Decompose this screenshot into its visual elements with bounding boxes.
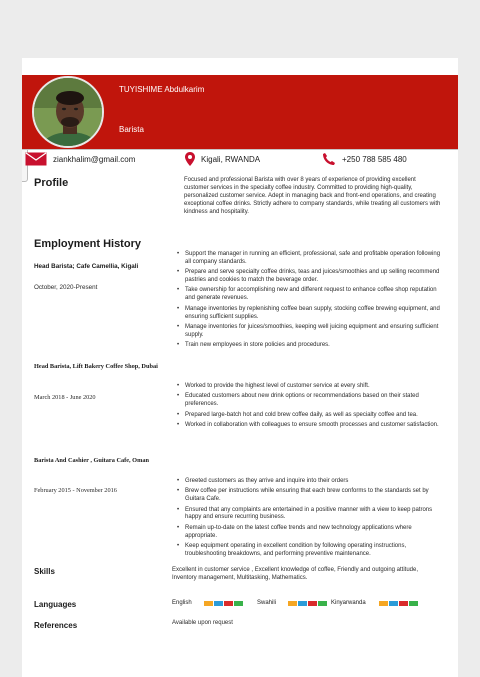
avatar [32,76,104,148]
list-item: • Keep equipment operating in excellent condition by following operating instructions, troubleshooting breakdowns, and performing preventive maintenance. [177,543,442,559]
languages-row [22,598,458,610]
list-item: • Manage inventories for juices/smoothies, keeping well juicing equipment and ensuring sufficient supply. [177,324,442,340]
employment-heading: Employment History [34,238,141,250]
job-2-dates: March 2018 - June 2020 [34,394,96,401]
level-segment [288,601,297,606]
list-item: • Brew coffee per instructions while ensuring that each brew conforms to the standards set by Guitara Cafe. [177,488,442,504]
location-text: Kigali, RWANDA [201,154,261,164]
language-3-level-bar [379,601,419,606]
references-text: Available upon request [172,620,233,626]
level-segment [318,601,327,606]
list-item: • Worked in collaboration with colleagues to ensure smooth processes and customer satisfaction. [177,422,442,430]
contact-phone[interactable] [322,152,407,166]
language-2-level-bar [288,601,328,606]
contact-email[interactable] [25,152,135,166]
list-item: • Ensured that any complaints are entertained in a positive manner with a view to keep patrons happy and ensure recurring business. [177,507,442,523]
email-text: ziankhalim@gmail.com [53,154,136,164]
list-item: • Remain up-to-date on the latest coffee trends and new technology applications where appropriate. [177,525,442,541]
resume-page [22,58,458,677]
candidate-name: TUYISHIME Abdulkarim [119,85,205,94]
list-item: • Train new employees in store policies and procedures. [177,342,442,350]
level-segment [399,601,408,606]
level-segment [389,601,398,606]
map-pin-icon [185,152,195,166]
job-2-title: Head Barista, Lift Bakery Coffee Shop, Dubai [34,363,158,370]
level-segment [234,601,243,606]
skills-text: Excellent in customer service , Excellent knowledge of coffee, Friendly and outgoing attitude, Inventory management, Multitasking, Mathematics. [172,567,419,581]
job-1-dates: October, 2020-Present [34,284,98,291]
references-heading: References [34,621,78,630]
languages-heading: Languages [34,600,77,609]
job-1-duties [177,251,442,352]
header-divider [22,149,458,150]
level-segment [298,601,307,606]
candidate-job-title: Barista [119,125,144,134]
list-item: • Prepare and serve specialty coffee drinks, teas and juices/smoothies and up selling recommend pastries and cookies to match the beverage order. [177,269,442,285]
job-3-title: Barista And Cashier , Guitara Cafe, Oman [34,457,149,464]
phone-icon [322,152,336,166]
language-2-name: Swahili [257,600,277,606]
phone-text: +250 788 585 480 [342,154,407,164]
skills-heading: Skills [34,567,55,576]
list-item: • Support the manager in running an efficient, professional, safe and profitable operation following all company standards. [177,251,442,267]
profile-heading: Profile [34,177,69,189]
list-item: • Manage inventories by replenishing coffee bean supply, stocking coffee brewing equipment, and ensuring sufficient supplies. [177,306,442,322]
language-3-name: Kinyarwanda [331,600,366,606]
list-item: • Educated customers about new drink options or recommendations based on their stated preferences. [177,393,442,409]
language-1-name: English [172,600,192,606]
list-item: • Take ownership for accomplishing new and different request to enhance coffee shop reputation and generate revenues. [177,287,442,303]
level-segment [204,601,213,606]
job-3-dates: February 2015 - November 2016 [34,487,117,494]
job-3-duties [177,478,442,561]
job-2-duties [177,383,442,432]
level-segment [409,601,418,606]
level-segment [224,601,233,606]
mail-icon [25,152,47,166]
level-segment [379,601,388,606]
language-1-level-bar [204,601,244,606]
job-1-title: Head Barista; Cafe Camellia, Kigali [34,263,139,270]
level-segment [214,601,223,606]
list-item: • Worked to provide the highest level of customer service at every shift. [177,383,442,391]
list-item: • Prepared large-batch hot and cold brew coffee daily, as well as specialty coffee and tea. [177,412,442,420]
contact-location [185,152,260,166]
profile-text: Focused and professional Barista with over 8 years of experience of providing excellent customer services in the specialty coffee industry. Committed to providing high-quality, personalized customer service. Adept in managing back and front-end operations, and creating exceptional coffee drinks. Strictly adhere to company standards, while treating all customers with kindness and hospitality. [184,177,441,215]
level-segment [308,601,317,606]
list-item: • Greeted customers as they arrive and inquire into their orders [177,478,442,486]
